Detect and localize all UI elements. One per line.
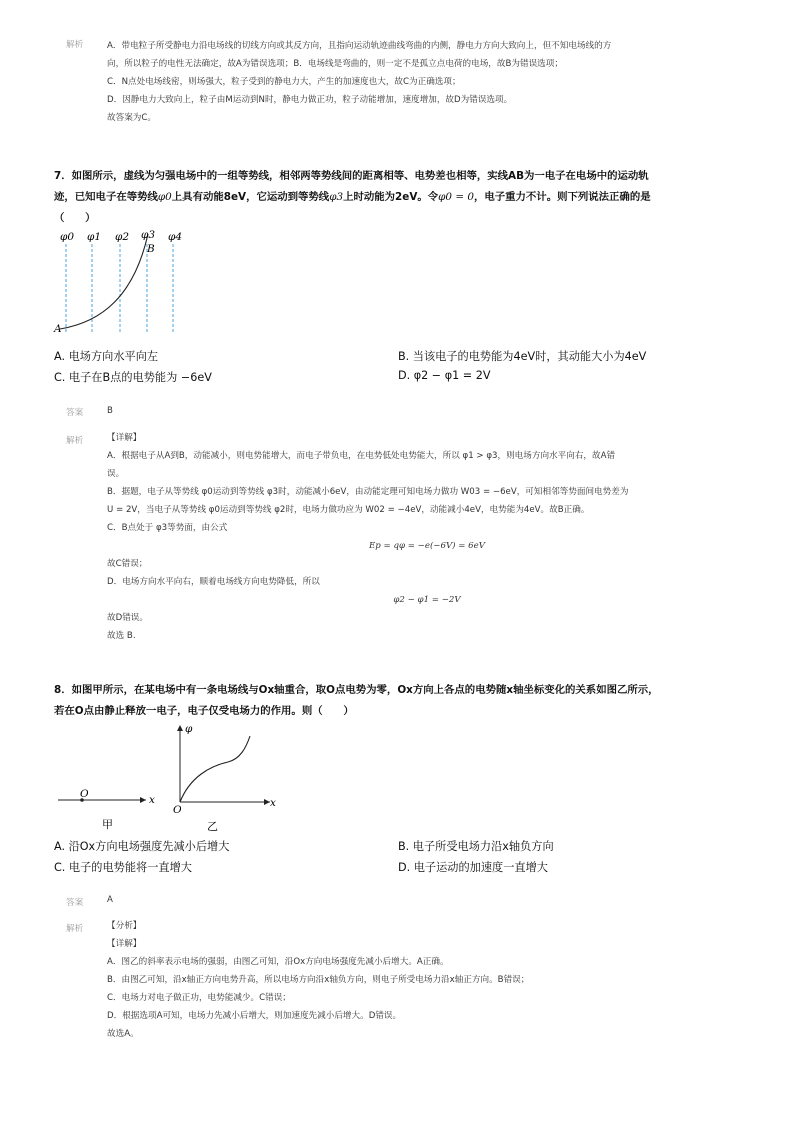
fig-phi: φ [185,723,193,735]
fig-point-a: A [54,323,62,335]
q7-answer-label: 答案 [66,408,84,418]
q7-stem-line-3: （ ） [54,212,96,224]
q7-stem [54,166,754,229]
q7-line-2: 误。 [107,469,125,479]
q8-line-1: A．图乙的斜率表示电场的强弱，由图乙可知，沿Ox方向电场强度先减小后增大。A正确。 [107,957,449,967]
fig-label-phi0: φ0 [60,231,75,243]
q7-detail-title: 【详解】 [107,433,142,443]
trajectory-curve [60,234,148,329]
prev-analysis [107,37,611,127]
q8-line-5: 故选A。 [107,1029,139,1039]
prev-line-3: C．N点处电场线密，则场强大，粒子受到的静电力大，产生的加速度也大，故C为正确选项； [107,77,461,87]
q7-stem-2d: ，电子重力不计。则下列说法正确的是 [473,191,651,203]
fig-caption-left: 甲 [102,818,113,831]
q7-line-5: C．B点处于 φ3等势面，由公式 [107,523,228,533]
q7-stem-line-2 [54,187,754,208]
q7-phi0-eq: φ0 = 0 [438,191,474,203]
fig-o-right: O [173,804,182,816]
q7-phi3: φ3 [329,191,344,203]
q7-line-3: B．据题，电子从等势线 φ0运动到等势线 φ3时，动能减小6eV，由动能定理可知电场力做功 W03 = −6eV，可知相邻等势面间电势差为 [107,487,629,497]
potential-curve [180,736,250,802]
q7-stem-line-1: 7．如图所示，虚线为匀强电场中的一组等势线，相邻两等势线间的距离相等、电势差也相等，实线AB为一电子在电场中的运动轨 [54,170,649,182]
prev-line-5: 故答案为C。 [107,113,156,123]
q7-line-4: U = 2V，当电子从等势线 φ0运动到等势线 φ2时，电场力做功应为 W02 = −4eV，动能减小4eV，电势能为4eV。故B正确。 [107,505,590,515]
fig-x-right: x [270,797,276,809]
q7-line-c-end: 故C错误； [107,559,148,569]
q7-line-d-end: 故D错误。 [107,613,148,623]
q7-option-a[interactable]: A. 电场方向水平向左 [54,350,159,363]
q8-option-d[interactable]: D. 电子运动的加速度一直增大 [398,861,548,874]
prev-line-4: D．因静电力大致向上，粒子由M运动到N时，静电力做正功，粒子动能增加，速度增加，故D为错误选项。 [107,95,513,105]
q7-stem-2c: 上时动能为2eV。令 [343,191,439,203]
q8-detail-title: 【详解】 [107,939,142,949]
q7-line-d: D．电场方向水平向右，顺着电场线方向电势降低，所以 [107,577,320,587]
fig-label-phi1: φ1 [87,231,102,243]
fig-label-phi3: φ3 [141,229,156,241]
prev-line-1: A．带电粒子所受静电力沿电场线的切线方向或其反方向，且指向运动轨迹曲线弯曲的内侧，静电力方向大致向上，但不知电场线的方 [107,41,612,51]
q8-stem-line-1: 8．如图甲所示，在某电场中有一条电场线与Ox轴重合，取O点电势为零，Ox方向上各点的电势随x轴坐标变化的关系如图乙所示， [54,684,659,696]
analysis-label: 解析 [66,40,84,50]
q8-analysis [107,917,747,1043]
q7-line-1: A．根据电子从A到B，动能减小，则电势能增大，而电子带负电，在电势低处电势能大，所以 φ1 > φ3，则电场方向水平向右，故A错 [107,451,616,461]
q8-analysis-label: 解析 [66,924,84,934]
q7-answer: B [107,406,113,416]
fig-x-left: x [149,794,155,806]
equipotential-lines [66,244,173,334]
q8-analysis-title: 【分析】 [107,921,142,931]
q8-option-a[interactable]: A. 沿Ox方向电场强度先减小后增大 [54,840,230,853]
q8-answer-label: 答案 [66,898,84,908]
fig-label-phi4: φ4 [168,231,183,243]
q8-line-4: D．根据选项A可知，电场力先减小后增大，则加速度先减小后增大。D错误。 [107,1011,402,1021]
q7-formula-2: φ2 − φ1 = −2V [393,595,461,605]
fig-point-b: B [147,243,155,255]
q8-stem [54,680,754,722]
q8-option-c[interactable]: C. 电子的电势能将一直增大 [54,861,192,874]
q7-analysis-label: 解析 [66,436,84,446]
q7-final: 故选 B. [107,631,136,641]
q7-option-c[interactable]: C. 电子在B点的电势能为 −6eV [54,371,212,384]
q7-option-b[interactable]: B. 当该电子的电势能为4eV时，其动能大小为4eV [398,350,647,363]
q8-option-b[interactable]: B. 电子所受电场力沿x轴负方向 [398,840,554,853]
fig-caption-right: 乙 [207,820,218,833]
q7-formula-1: Ep = qφ = −e(−6V) = 6eV [369,541,485,551]
q8-line-2: B．由图乙可知，沿x轴正方向电势升高，所以电场方向沿x轴负方向，则电子所受电场力沿x轴正方向。B错误； [107,975,530,985]
fig-label-phi2: φ2 [115,231,130,243]
q7-figure [52,226,192,336]
prev-line-2: 向，所以粒子的电性无法确定，故A为错误选项；B．电场线是弯曲的，则一定不是孤立点电荷的电场，故B为错误选项； [107,59,563,69]
q7-stem-2a: 迹，已知电子在等势线 [54,191,158,203]
fig-o-left: O [80,788,89,800]
field-line-arrow [140,797,146,803]
q8-line-3: C．电场力对电子做正功，电势能减少。C错误； [107,993,291,1003]
q8-answer: A [107,895,113,905]
q8-figure [52,722,288,834]
q8-stem-line-2: 若在O点由静止释放一电子，电子仅受电场力的作用。则（ ） [54,705,354,717]
q7-analysis [107,429,747,645]
phi-axis-arrow [177,725,183,731]
q7-stem-2b: 上具有动能8eV，它运动到等势线 [171,191,330,203]
q7-phi0: φ0 [157,191,172,203]
q7-option-d[interactable]: D. φ2 − φ1 = 2V [398,369,491,382]
